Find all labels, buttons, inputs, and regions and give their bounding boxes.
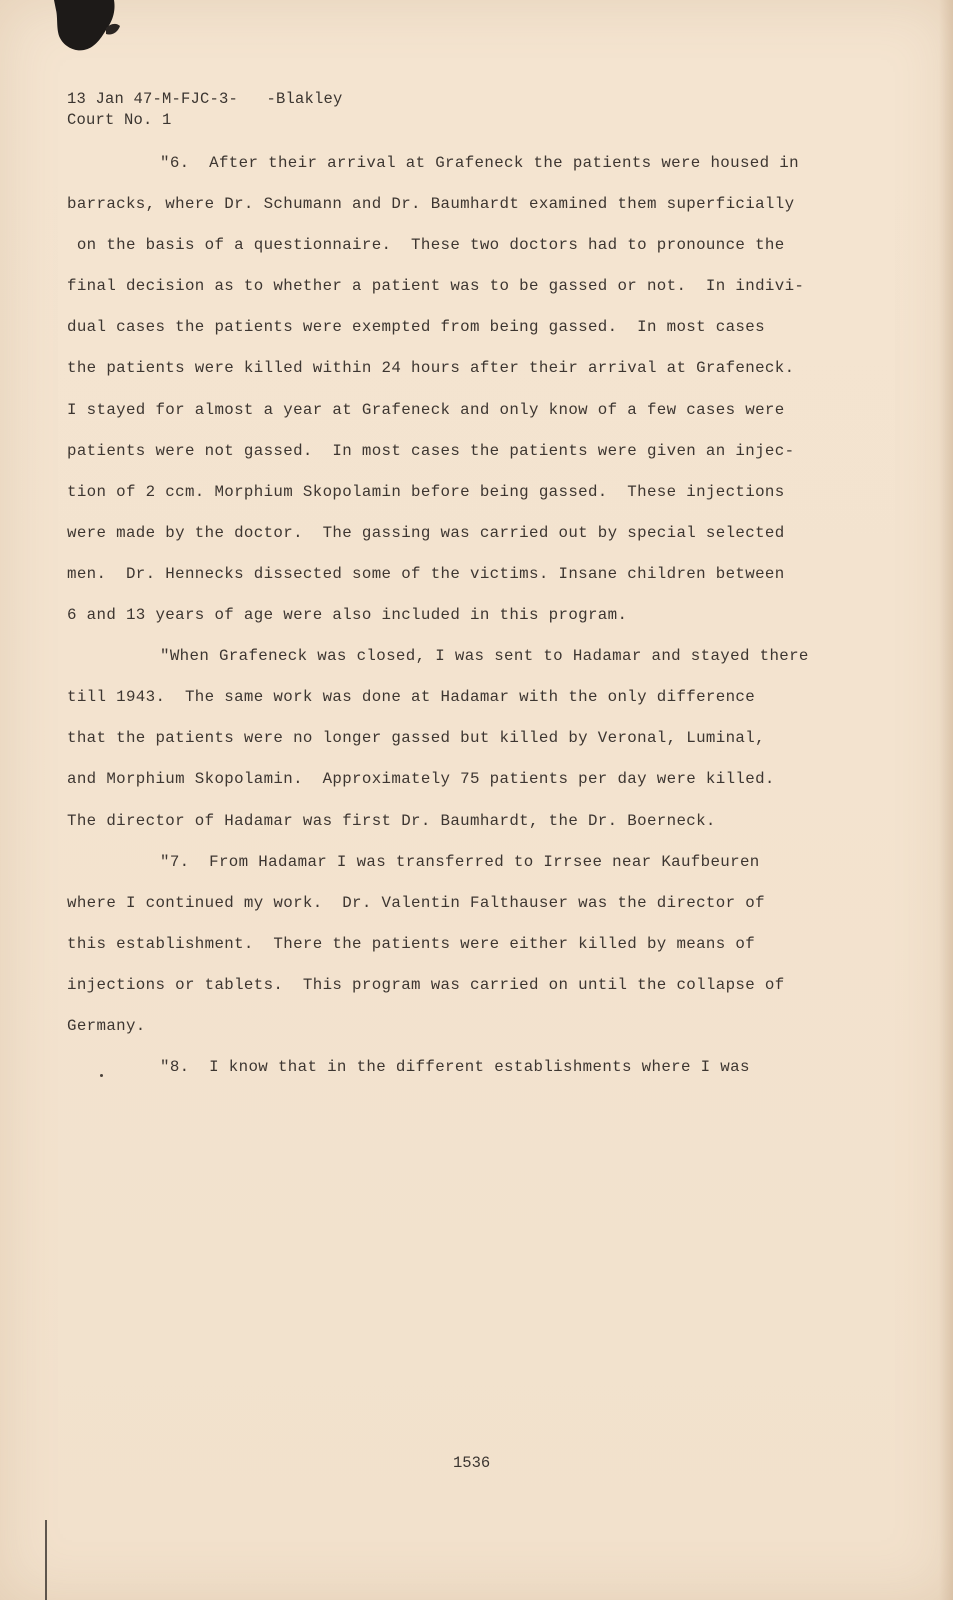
text-line: tion of 2 ccm. Morphium Skopolamin before being gassed. These injections: [67, 482, 785, 501]
ink-speck: [100, 1074, 103, 1077]
header-reference: 13 Jan 47-M-FJC-3- -Blakley: [67, 90, 343, 108]
text-line: and Morphium Skopolamin. Approximately 75 patients per day were killed.: [67, 770, 775, 789]
text-line: I stayed for almost a year at Grafeneck and only know of a few cases were: [67, 400, 785, 419]
text-line: men. Dr. Hennecks dissected some of the victims. Insane children between: [67, 564, 785, 583]
text-line: where I continued my work. Dr. Valentin Falthauser was the director of: [67, 893, 765, 912]
text-line: Germany.: [67, 1016, 146, 1035]
text-line: this establishment. There the patients were either killed by means of: [67, 934, 756, 953]
document-header: [67, 89, 343, 131]
text-line: The director of Hadamar was first Dr. Baumhardt, the Dr. Boerneck.: [67, 811, 716, 830]
text-line: injections or tablets. This program was carried on until the collapse of: [67, 975, 785, 994]
text-line: 6 and 13 years of age were also included in this program.: [67, 606, 628, 625]
text-line: patients were not gassed. In most cases the patients were given an injec-: [67, 441, 795, 460]
text-line: "7. From Hadamar I was transferred to Irrsee near Kaufbeuren: [160, 852, 760, 871]
text-line: "6. After their arrival at Grafeneck the patients were housed in: [160, 154, 799, 172]
text-line: "8. I know that in the different establishments where I was: [160, 1058, 750, 1077]
text-line: on the basis of a questionnaire. These two doctors had to pronounce the: [67, 236, 785, 255]
typed-body: [67, 143, 847, 1088]
torn-corner-mark: [36, 0, 126, 60]
text-line: were made by the doctor. The gassing was carried out by special selected: [67, 523, 785, 542]
header-court: Court No. 1: [67, 111, 172, 129]
page-edge-shading: [939, 0, 953, 1600]
text-line: final decision as to whether a patient was to be gassed or not. In indivi-: [67, 277, 805, 296]
margin-mark: [44, 1520, 48, 1600]
text-line: the patients were killed within 24 hours after their arrival at Grafeneck.: [67, 359, 795, 378]
page-number: 1536: [453, 1454, 491, 1472]
text-line: dual cases the patients were exempted from being gassed. In most cases: [67, 318, 765, 337]
text-line: "When Grafeneck was closed, I was sent to Hadamar and stayed there: [160, 647, 809, 666]
text-line: barracks, where Dr. Schumann and Dr. Baumhardt examined them superficially: [67, 195, 795, 214]
text-line: that the patients were no longer gassed but killed by Veronal, Luminal,: [67, 729, 765, 748]
text-line: till 1943. The same work was done at Hadamar with the only difference: [67, 688, 756, 707]
